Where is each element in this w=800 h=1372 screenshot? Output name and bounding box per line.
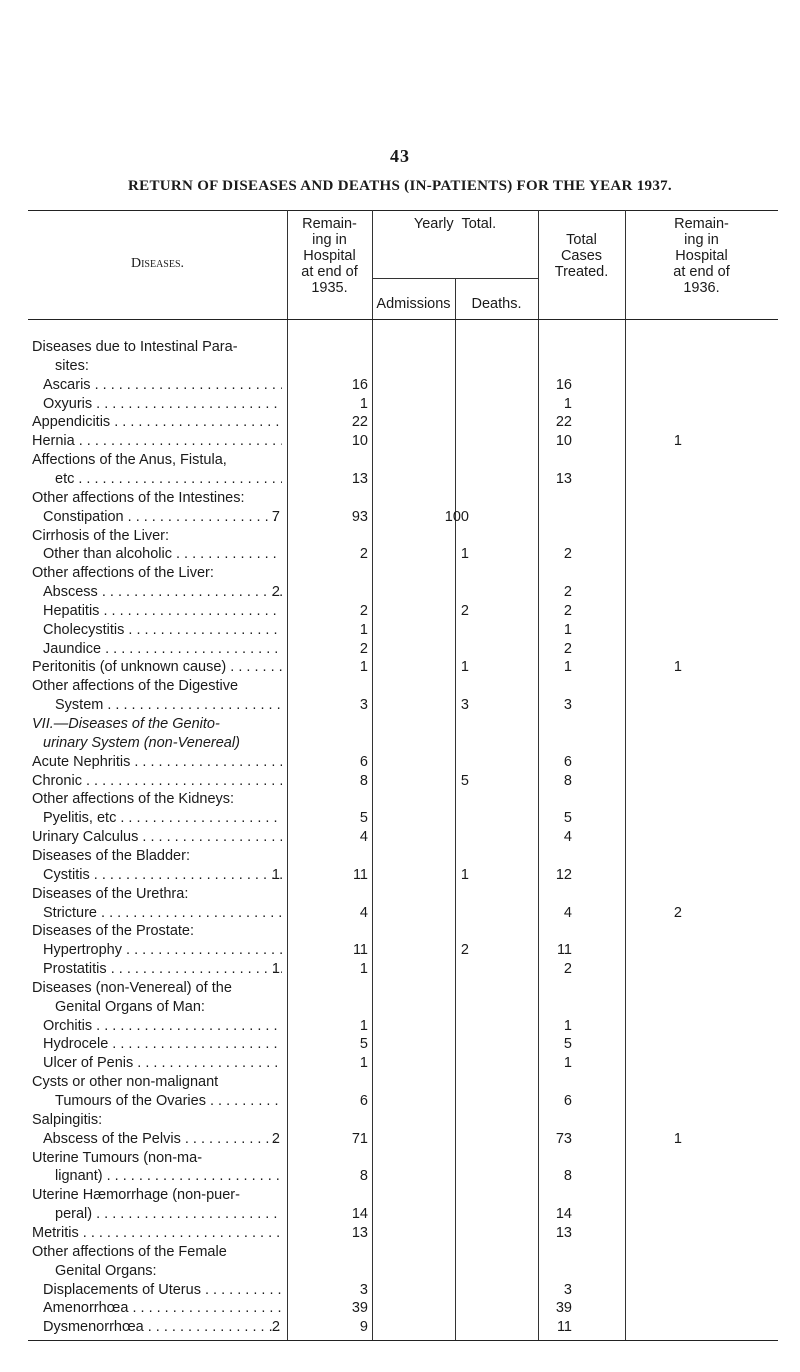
table-row bbox=[0, 1282, 800, 1298]
disease-label bbox=[43, 396, 282, 412]
table-row bbox=[0, 603, 800, 619]
admissions-value: 4 bbox=[359, 829, 368, 845]
table-row bbox=[0, 1112, 800, 1128]
total-cases-value: 5 bbox=[563, 810, 572, 826]
table-row bbox=[0, 1074, 800, 1090]
total-cases-value: 4 bbox=[563, 829, 572, 845]
total-cases-value: 1 bbox=[563, 659, 572, 675]
disease-label-text: Diseases of the Bladder: bbox=[32, 848, 190, 864]
disease-label bbox=[32, 1112, 282, 1128]
table-row bbox=[0, 678, 800, 694]
disease-label bbox=[32, 433, 282, 449]
table-row bbox=[0, 1093, 800, 1109]
total-cases-value: 1 bbox=[563, 622, 572, 638]
header-total-cases: Total Cases Treated. bbox=[554, 232, 609, 280]
admissions-value: 11 bbox=[352, 867, 368, 883]
deaths-value: 1 bbox=[460, 659, 469, 675]
table-top-rule bbox=[28, 210, 778, 211]
total-cases-value: 2 bbox=[563, 603, 572, 619]
disease-label-text: Cirrhosis of the Liver: bbox=[32, 528, 169, 544]
admissions-value: 3 bbox=[359, 1282, 368, 1298]
disease-label-text: Diseases of the Urethra: bbox=[32, 886, 189, 902]
header-diseases: Diseases. bbox=[130, 256, 185, 271]
disease-label-text: Stricture bbox=[43, 905, 97, 921]
disease-label bbox=[32, 754, 282, 770]
disease-label-text: Appendicitis bbox=[32, 414, 111, 430]
admissions-value: 2 bbox=[359, 603, 368, 619]
disease-label-text: Other affections of the Intestines: bbox=[32, 490, 245, 506]
disease-label bbox=[55, 471, 282, 487]
disease-label bbox=[55, 1093, 282, 1109]
admissions-value: 11 bbox=[352, 942, 368, 958]
disease-label-text: VII.—Diseases of the Genito- bbox=[32, 716, 220, 732]
table-row bbox=[0, 528, 800, 544]
disease-label-text: Acute Nephritis bbox=[32, 754, 131, 770]
total-cases-value: 13 bbox=[555, 471, 572, 487]
disease-label-text: Urinary Calculus bbox=[32, 829, 139, 845]
remaining-start-value: 1 bbox=[271, 961, 280, 977]
total-cases-value: 22 bbox=[555, 414, 572, 430]
table-row bbox=[0, 1168, 800, 1184]
admissions-value: 9 bbox=[359, 1319, 368, 1335]
total-cases-value: 13 bbox=[555, 1225, 572, 1241]
remaining-start-value: 2 bbox=[271, 1131, 280, 1147]
disease-label-text: Uterine Tumours (non-ma- bbox=[32, 1150, 203, 1166]
total-cases-value: 3 bbox=[563, 1282, 572, 1298]
disease-label bbox=[43, 1282, 282, 1298]
table-row bbox=[0, 565, 800, 581]
remaining-start-value: 7 bbox=[271, 509, 280, 525]
disease-label-text: Salpingitis: bbox=[32, 1112, 103, 1128]
remaining-start-value: 1 bbox=[271, 867, 280, 883]
table-row bbox=[0, 999, 800, 1015]
disease-label-text: Peritonitis (of unknown cause) bbox=[32, 659, 227, 675]
table-row bbox=[0, 773, 800, 789]
total-cases-value: 2 bbox=[563, 641, 572, 657]
disease-label-text: peral) bbox=[55, 1206, 93, 1222]
table-row bbox=[0, 697, 800, 713]
table-row bbox=[0, 1225, 800, 1241]
admissions-value: 2 bbox=[359, 641, 368, 657]
table-row bbox=[0, 339, 800, 355]
table-row bbox=[0, 471, 800, 487]
disease-label bbox=[55, 697, 282, 713]
admissions-value: 93 bbox=[351, 509, 368, 525]
disease-label bbox=[32, 678, 282, 694]
header-yearly-total: Yearly Total. bbox=[413, 216, 497, 232]
table-row bbox=[0, 1244, 800, 1260]
disease-label-text: Dysmenorrhœa bbox=[43, 1319, 144, 1335]
disease-label bbox=[55, 999, 282, 1015]
disease-label-text: Diseases (non-Venereal) of the bbox=[32, 980, 232, 996]
total-cases-value: 39 bbox=[555, 1300, 572, 1316]
disease-label-text: Cysts or other non-malignant bbox=[32, 1074, 219, 1090]
table-row bbox=[0, 1206, 800, 1222]
admissions-value: 6 bbox=[359, 754, 368, 770]
disease-label-text: Oxyuris bbox=[43, 396, 93, 412]
table-row bbox=[0, 659, 800, 675]
disease-label-text: Hydrocele bbox=[43, 1036, 109, 1052]
admissions-value: 2 bbox=[359, 546, 368, 562]
table-row bbox=[0, 1055, 800, 1071]
disease-label bbox=[32, 659, 282, 675]
disease-label bbox=[43, 735, 282, 751]
disease-label bbox=[32, 414, 282, 430]
header-admissions: Admissions bbox=[376, 296, 451, 312]
total-cases-value: 73 bbox=[555, 1131, 572, 1147]
table-row bbox=[0, 754, 800, 770]
disease-label-text: Amenorrhœa bbox=[43, 1300, 129, 1316]
total-cases-value: 11 bbox=[556, 1319, 572, 1335]
disease-label bbox=[32, 1150, 282, 1166]
admissions-value: 14 bbox=[351, 1206, 368, 1222]
disease-label bbox=[32, 1074, 282, 1090]
admissions-value: 8 bbox=[359, 773, 368, 789]
disease-label bbox=[32, 980, 282, 996]
table-row bbox=[0, 414, 800, 430]
deaths-value: 2 bbox=[460, 603, 469, 619]
table-row bbox=[0, 377, 800, 393]
admissions-value: 71 bbox=[351, 1131, 368, 1147]
disease-label-text: Constipation bbox=[43, 509, 124, 525]
disease-label bbox=[43, 1018, 282, 1034]
disease-label bbox=[32, 528, 282, 544]
disease-label bbox=[43, 622, 282, 638]
table-row bbox=[0, 735, 800, 751]
page-title: RETURN OF DISEASES AND DEATHS (IN-PATIENTS) FOR THE YEAR 1937. bbox=[128, 178, 672, 194]
admissions-value: 16 bbox=[351, 377, 368, 393]
table-bottom-rule bbox=[28, 1340, 778, 1341]
disease-label bbox=[32, 716, 282, 732]
disease-label bbox=[55, 1206, 282, 1222]
disease-label bbox=[32, 829, 282, 845]
disease-label bbox=[55, 358, 282, 374]
table-row bbox=[0, 1150, 800, 1166]
table-row bbox=[0, 905, 800, 921]
disease-label-text: sites: bbox=[55, 358, 89, 374]
disease-label-text: Ascaris bbox=[43, 377, 91, 393]
admissions-value: 1 bbox=[359, 1018, 368, 1034]
disease-label-text: Abscess bbox=[43, 584, 98, 600]
admissions-value: 10 bbox=[351, 433, 368, 449]
admissions-value: 13 bbox=[351, 1225, 368, 1241]
table-row bbox=[0, 1131, 800, 1147]
disease-label-text: Metritis bbox=[32, 1225, 79, 1241]
table-row bbox=[0, 1187, 800, 1203]
disease-label bbox=[32, 339, 282, 355]
disease-label-text: Genital Organs: bbox=[55, 1263, 157, 1279]
disease-label-text: Orchitis bbox=[43, 1018, 93, 1034]
table-row bbox=[0, 791, 800, 807]
admissions-value: 4 bbox=[359, 905, 368, 921]
disease-label-text: Other affections of the Kidneys: bbox=[32, 791, 235, 807]
disease-label bbox=[43, 905, 282, 921]
admissions-value: 13 bbox=[351, 471, 368, 487]
disease-label-text: Ulcer of Penis bbox=[43, 1055, 134, 1071]
header-remaining-start: Remain- ing in Hospital at end of 1935. bbox=[301, 216, 358, 296]
table-row bbox=[0, 886, 800, 902]
remaining-end-value: 1 bbox=[673, 1131, 682, 1147]
disease-label-text: Prostatitis bbox=[43, 961, 107, 977]
disease-label bbox=[43, 377, 282, 393]
total-cases-value: 11 bbox=[556, 942, 572, 958]
total-cases-value: 8 bbox=[563, 1168, 572, 1184]
disease-label-text: Chronic bbox=[32, 773, 82, 789]
admissions-value: 1 bbox=[359, 961, 368, 977]
disease-label bbox=[32, 1187, 282, 1203]
disease-label-text: Cholecystitis bbox=[43, 622, 125, 638]
total-cases-value: 2 bbox=[563, 584, 572, 600]
table-row bbox=[0, 1036, 800, 1052]
admissions-value: 6 bbox=[359, 1093, 368, 1109]
table-row bbox=[0, 1300, 800, 1316]
disease-label bbox=[32, 848, 282, 864]
table-row bbox=[0, 433, 800, 449]
disease-label bbox=[55, 1168, 282, 1184]
remaining-end-value: 1 bbox=[673, 659, 682, 675]
table-row bbox=[0, 810, 800, 826]
table-row bbox=[0, 942, 800, 958]
disease-label bbox=[43, 1036, 282, 1052]
disease-label bbox=[32, 565, 282, 581]
total-cases-value: 16 bbox=[555, 377, 572, 393]
deaths-value: 3 bbox=[460, 697, 469, 713]
admissions-value: 1 bbox=[359, 1055, 368, 1071]
disease-label bbox=[32, 923, 282, 939]
total-cases-value: 10 bbox=[555, 433, 572, 449]
disease-label bbox=[43, 942, 282, 958]
disease-label-text: Diseases of the Prostate: bbox=[32, 923, 194, 939]
table-row bbox=[0, 622, 800, 638]
disease-label bbox=[43, 1300, 282, 1316]
deaths-value: 5 bbox=[460, 773, 469, 789]
deaths-value: 100 bbox=[444, 509, 469, 525]
disease-label-text: Hernia bbox=[32, 433, 75, 449]
deaths-value: 1 bbox=[460, 867, 469, 883]
admissions-value: 5 bbox=[359, 1036, 368, 1052]
admissions-value: 5 bbox=[359, 810, 368, 826]
disease-label-text: Cystitis bbox=[43, 867, 90, 883]
disease-label bbox=[32, 791, 282, 807]
remaining-end-value: 1 bbox=[673, 433, 682, 449]
disease-label bbox=[32, 1244, 282, 1260]
total-cases-value: 6 bbox=[563, 1093, 572, 1109]
total-cases-value: 3 bbox=[563, 697, 572, 713]
disease-label-text: System bbox=[55, 697, 104, 713]
table-row bbox=[0, 546, 800, 562]
disease-label bbox=[32, 490, 282, 506]
table-row bbox=[0, 509, 800, 525]
table-row bbox=[0, 1319, 800, 1335]
disease-label-text: Other affections of the Digestive bbox=[32, 678, 239, 694]
disease-label bbox=[43, 641, 282, 657]
disease-label bbox=[43, 546, 282, 562]
disease-label bbox=[43, 1055, 282, 1071]
disease-label-text: Other than alcoholic bbox=[43, 546, 172, 562]
table-row bbox=[0, 829, 800, 845]
table-row bbox=[0, 961, 800, 977]
header-bottom-rule bbox=[28, 319, 778, 320]
disease-label-text: Tumours of the Ovaries bbox=[55, 1093, 206, 1109]
disease-label-text: Hypertrophy bbox=[43, 942, 122, 958]
disease-label-text: Jaundice bbox=[43, 641, 102, 657]
remaining-start-value: 2 bbox=[271, 1319, 280, 1335]
table-row bbox=[0, 923, 800, 939]
total-cases-value: 14 bbox=[555, 1206, 572, 1222]
table-row bbox=[0, 452, 800, 468]
total-cases-value: 5 bbox=[563, 1036, 572, 1052]
admissions-value: 1 bbox=[359, 659, 368, 675]
disease-label-text: Abscess of the Pelvis bbox=[43, 1131, 181, 1147]
disease-label-text: Other affections of the Liver: bbox=[32, 565, 214, 581]
total-cases-value: 6 bbox=[563, 754, 572, 770]
header-deaths: Deaths. bbox=[471, 296, 522, 312]
total-cases-value: 2 bbox=[563, 546, 572, 562]
remaining-start-value: 2 bbox=[271, 584, 280, 600]
total-cases-value: 4 bbox=[563, 905, 572, 921]
disease-label-text: Pyelitis, etc bbox=[43, 810, 117, 826]
disease-label-text: Affections of the Anus, Fistula, bbox=[32, 452, 227, 468]
disease-label-text: Diseases due to Intestinal Para- bbox=[32, 339, 238, 355]
table-row bbox=[0, 1263, 800, 1279]
table-row bbox=[0, 490, 800, 506]
table-row bbox=[0, 396, 800, 412]
header-subdivider bbox=[372, 278, 538, 279]
disease-label bbox=[32, 886, 282, 902]
table-row bbox=[0, 848, 800, 864]
deaths-value: 1 bbox=[460, 546, 469, 562]
table-row bbox=[0, 641, 800, 657]
total-cases-value: 1 bbox=[563, 1055, 572, 1071]
disease-label bbox=[55, 1263, 282, 1279]
disease-label bbox=[32, 773, 282, 789]
admissions-value: 1 bbox=[359, 622, 368, 638]
table-row bbox=[0, 584, 800, 600]
total-cases-value: 2 bbox=[563, 961, 572, 977]
disease-label-text: Other affections of the Female bbox=[32, 1244, 227, 1260]
header-remaining-end: Remain- ing in Hospital at end of 1936. bbox=[673, 216, 730, 296]
disease-label bbox=[43, 810, 282, 826]
disease-label bbox=[32, 1225, 282, 1241]
admissions-value: 3 bbox=[359, 697, 368, 713]
admissions-value: 39 bbox=[351, 1300, 368, 1316]
table-row bbox=[0, 980, 800, 996]
admissions-value: 8 bbox=[359, 1168, 368, 1184]
disease-label-text: Genital Organs of Man: bbox=[55, 999, 205, 1015]
disease-label-text: etc bbox=[55, 471, 75, 487]
table-row bbox=[0, 867, 800, 883]
disease-label bbox=[32, 452, 282, 468]
disease-label-text: urinary System (non-Venereal) bbox=[43, 735, 240, 751]
page-number: 43 bbox=[390, 146, 410, 166]
deaths-value: 2 bbox=[460, 942, 469, 958]
table-row bbox=[0, 1018, 800, 1034]
disease-label-text: lignant) bbox=[55, 1168, 103, 1184]
disease-label-text: Hepatitis bbox=[43, 603, 100, 619]
admissions-value: 1 bbox=[359, 396, 368, 412]
total-cases-value: 1 bbox=[563, 1018, 572, 1034]
table-row bbox=[0, 358, 800, 374]
total-cases-value: 8 bbox=[563, 773, 572, 789]
disease-label-text: Uterine Hæmorrhage (non-puer- bbox=[32, 1187, 240, 1203]
remaining-end-value: 2 bbox=[673, 905, 682, 921]
disease-label bbox=[43, 603, 282, 619]
admissions-value: 22 bbox=[351, 414, 368, 430]
disease-label-text: Displacements of Uterus bbox=[43, 1282, 201, 1298]
table-row bbox=[0, 716, 800, 732]
total-cases-value: 1 bbox=[563, 396, 572, 412]
total-cases-value: 12 bbox=[555, 867, 572, 883]
